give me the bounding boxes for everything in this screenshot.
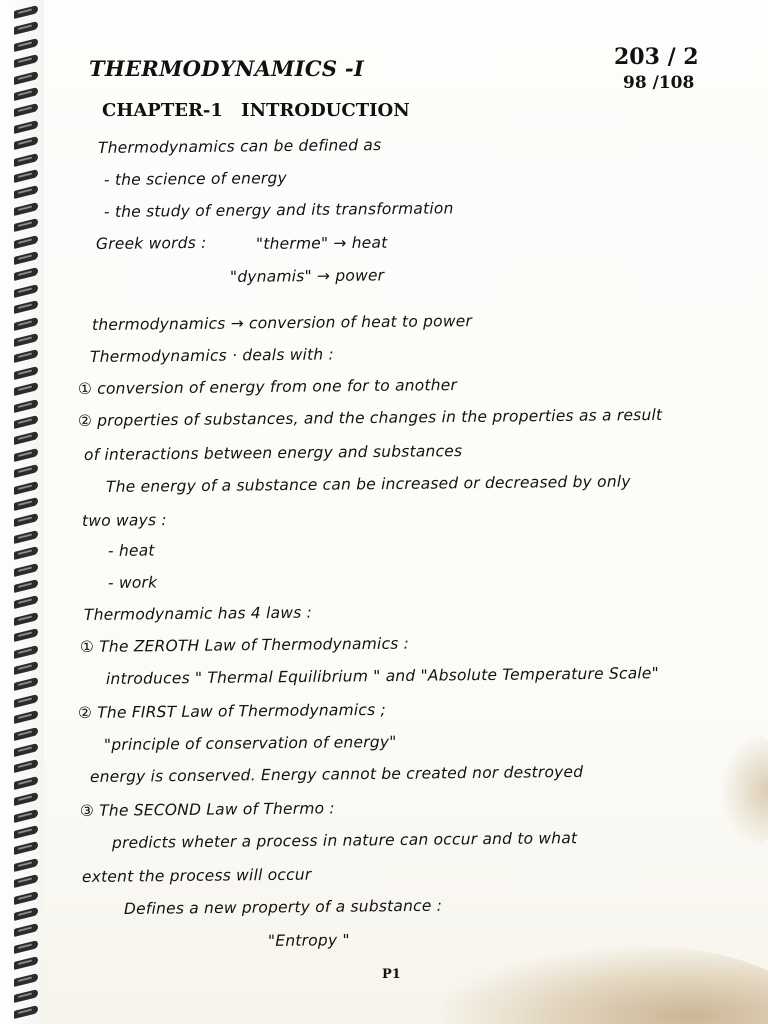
spiral-coil: [14, 661, 38, 675]
spiral-coil: [14, 300, 38, 314]
spiral-coil: [14, 825, 38, 839]
spiral-coil: [14, 317, 38, 331]
spiral-coil: [14, 940, 38, 954]
spiral-coil: [14, 776, 38, 790]
spiral-binding: [0, 0, 44, 1024]
spiral-coil: [14, 382, 38, 396]
spiral-coil: [14, 38, 38, 52]
note-line-item-1: ① conversion of energy from one for to another: [77, 376, 458, 398]
spiral-coil: [14, 973, 38, 987]
spiral-coil: [14, 284, 38, 298]
page-range: 98 /108: [623, 73, 695, 93]
spiral-coil: [14, 1005, 38, 1019]
spiral-coil: [14, 251, 38, 265]
spiral-coil: [14, 645, 38, 659]
spiral-coil: [14, 891, 38, 905]
spiral-coil: [14, 202, 38, 216]
note-line-second-desc-cont: extent the process will occur: [81, 865, 312, 886]
spiral-coil: [14, 464, 38, 478]
spiral-coil: [14, 333, 38, 347]
spiral-coil: [14, 185, 38, 199]
spiral-coil: [14, 5, 38, 19]
spiral-coil: [14, 415, 38, 429]
page-code: 203 / 2: [614, 44, 699, 70]
spiral-coil: [14, 530, 38, 544]
spiral-coil: [14, 218, 38, 232]
spiral-coil: [14, 448, 38, 462]
spiral-coil: [14, 546, 38, 560]
note-line-deals-with: Thermodynamics · deals with :: [89, 345, 334, 366]
paper-stain-right: [720, 730, 768, 850]
spiral-coil: [14, 563, 38, 577]
note-line-study: - the study of energy and its transformation: [103, 199, 454, 221]
note-line-science: - the science of energy: [103, 169, 287, 189]
note-line-zeroth-desc: introduces " Thermal Equilibrium " and "Absolute Temperature Scale": [105, 664, 660, 688]
note-line-heat: - heat: [107, 541, 155, 560]
note-line-second-law: ③ The SECOND Law of Thermo :: [79, 799, 335, 820]
note-line-first-law: ② The FIRST Law of Thermodynamics ;: [77, 700, 387, 722]
spiral-coil: [14, 579, 38, 593]
spiral-coil: [14, 267, 38, 281]
spiral-coil: [14, 858, 38, 872]
spiral-coil: [14, 71, 38, 85]
page-title: THERMODYNAMICS -I: [89, 56, 365, 81]
note-line-greek-words: Greek words :: [95, 233, 207, 253]
spiral-coil: [14, 694, 38, 708]
note-line-second-desc: predicts wheter a process in nature can occur and to what: [111, 829, 578, 852]
spiral-coil: [14, 759, 38, 773]
note-line-definition: Thermodynamics can be defined as: [97, 136, 382, 157]
note-line-four-laws: Thermodynamic has 4 laws :: [83, 603, 313, 624]
spiral-coil: [14, 907, 38, 921]
spiral-coil: [14, 169, 38, 183]
note-line-heat-to-power: thermodynamics → conversion of heat to power: [91, 312, 473, 334]
spiral-coil: [14, 809, 38, 823]
spiral-coil: [14, 235, 38, 249]
note-line-first-principle: "principle of conservation of energy": [103, 732, 397, 754]
spiral-coil: [14, 874, 38, 888]
note-line-dynamis: "dynamis" → power: [229, 266, 385, 286]
spiral-coil: [14, 497, 38, 511]
spiral-coil: [14, 399, 38, 413]
note-line-energy-change: The energy of a substance can be increased or decreased by only: [105, 472, 631, 496]
spiral-coil: [14, 595, 38, 609]
spiral-coil: [14, 21, 38, 35]
spiral-coil: [14, 612, 38, 626]
note-line-first-desc: energy is conserved. Energy cannot be created nor destroyed: [89, 762, 584, 786]
spiral-coil: [14, 481, 38, 495]
spiral-coil: [14, 923, 38, 937]
note-line-item-2: ② properties of substances, and the changes in the properties as a result: [77, 405, 663, 430]
note-line-therme: "therme" → heat: [255, 233, 388, 253]
spiral-coil: [14, 349, 38, 363]
spiral-coil: [14, 743, 38, 757]
spiral-coil: [14, 153, 38, 167]
spiral-coil: [14, 677, 38, 691]
spiral-coil: [14, 727, 38, 741]
page-number: P1: [382, 967, 401, 982]
note-line-two-ways: two ways :: [81, 511, 167, 530]
note-line-new-property: Defines a new property of a substance :: [123, 896, 443, 918]
spiral-coil: [14, 989, 38, 1003]
spiral-coil: [14, 366, 38, 380]
note-line-zeroth-law: ① The ZEROTH Law of Thermodynamics :: [79, 634, 410, 656]
spiral-coil: [14, 513, 38, 527]
paper-stain-bottom: [438, 944, 768, 1024]
note-line-item-2-cont: of interactions between energy and substances: [83, 442, 463, 464]
spiral-coil: [14, 103, 38, 117]
chapter-heading: CHAPTER-1 INTRODUCTION: [102, 100, 410, 121]
spiral-coil: [14, 792, 38, 806]
spiral-coil: [14, 431, 38, 445]
spiral-coil: [14, 956, 38, 970]
note-line-entropy: "Entropy ": [267, 931, 350, 950]
spiral-coil: [14, 628, 38, 642]
spiral-coil: [14, 136, 38, 150]
spiral-coil: [14, 120, 38, 134]
spiral-coil: [14, 710, 38, 724]
spiral-coil: [14, 54, 38, 68]
spiral-coil: [14, 87, 38, 101]
spiral-coil: [14, 841, 38, 855]
note-line-work: - work: [107, 573, 158, 592]
